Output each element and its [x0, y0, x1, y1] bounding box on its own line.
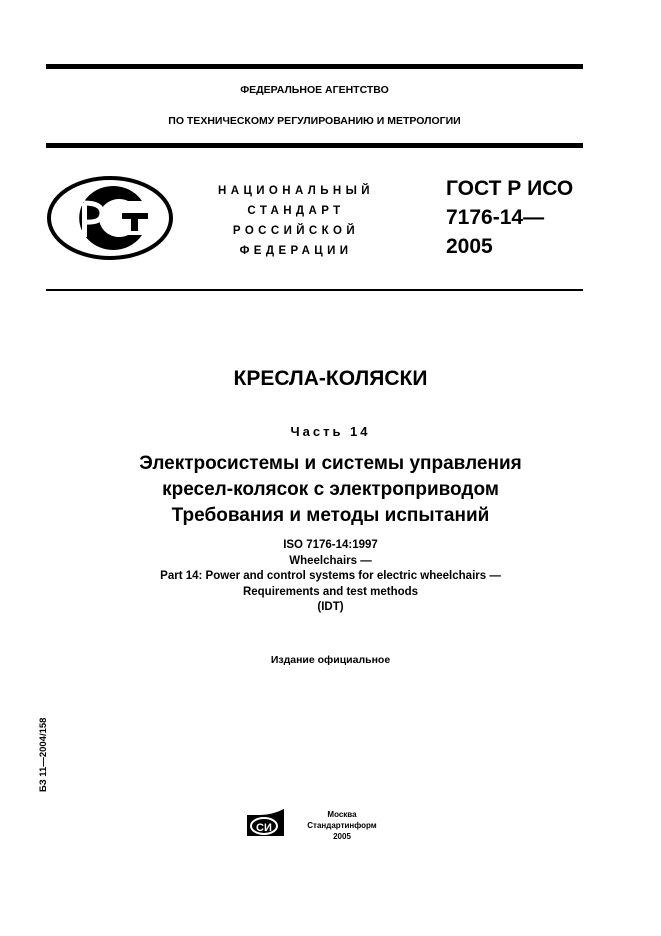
document-subtitle — [46, 451, 615, 529]
national-standard-label — [196, 181, 396, 261]
standard-designation — [446, 174, 573, 261]
part-label: Часть 14 — [290, 424, 371, 439]
subtitle-line: Требования и методы испытаний — [171, 505, 490, 526]
iso-reference — [46, 538, 615, 616]
svg-text:СИ: СИ — [256, 822, 272, 834]
natstd-line: ФЕДЕРАЦИИ — [239, 245, 353, 257]
designation-line: 2005 — [446, 235, 493, 258]
iso-line: Requirements and test methods — [242, 585, 419, 598]
agency-line-2: ПО ТЕХНИЧЕСКОМУ РЕГУЛИРОВАНИЮ И МЕТРОЛОГИИ — [168, 115, 461, 127]
subtitle-line: Электросистемы и системы управления — [139, 453, 522, 474]
subtitle-line: кресел-колясок с электроприводом — [162, 479, 499, 500]
standard-block-rule — [46, 289, 583, 291]
document-title: КРЕСЛА-КОЛЯСКИ — [233, 367, 428, 390]
agency-line-1: ФЕДЕРАЛЬНОЕ АГЕНТСТВО — [240, 84, 389, 96]
standartinform-logo-icon — [246, 809, 286, 837]
publisher-year: 2005 — [333, 832, 351, 841]
iso-line: ISO 7176-14:1997 — [283, 539, 378, 551]
designation-line: ГОСТ Р ИСО — [446, 177, 574, 200]
iso-line: (IDT) — [317, 601, 344, 613]
publisher-city: Москва — [327, 810, 357, 819]
publisher-name: Стандартинформ — [307, 821, 377, 830]
natstd-line: СТАНДАРТ — [247, 205, 345, 217]
top-rule — [46, 64, 583, 69]
gost-r-logo-icon — [46, 175, 174, 261]
natstd-line: НАЦИОНАЛЬНЫЙ — [218, 185, 374, 197]
edition-label: Издание официальное — [270, 654, 391, 666]
designation-line: 7176-14— — [446, 206, 545, 229]
side-code: БЗ 11—2004/158 — [38, 717, 49, 792]
iso-line: Part 14: Power and control systems for electric wheelchairs — — [160, 570, 501, 582]
iso-line: Wheelchairs — — [289, 554, 372, 567]
natstd-line: РОССИЙСКОЙ — [232, 225, 360, 237]
publisher-info — [292, 809, 392, 842]
header-bottom-rule — [46, 143, 583, 148]
